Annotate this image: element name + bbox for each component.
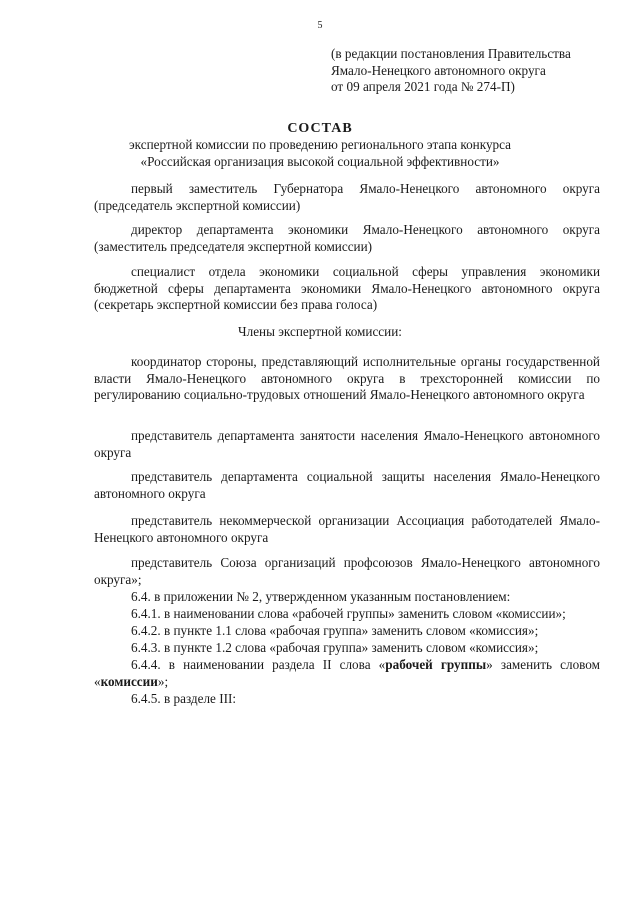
- amendment-item: 6.4.3. в пункте 1.2 слова «рабочая группа» заменить словом «комиссия»;: [131, 640, 539, 655]
- revision-note-line: от 09 апреля 2021 года № 274-П): [331, 79, 515, 94]
- role-chairman: первый заместитель Губернатора Ямало-Ненецкого автономного округа (председатель экспертной комиссии): [94, 181, 600, 213]
- subtitle-line: экспертной комиссии по проведению регионального этапа конкурса: [128, 137, 512, 152]
- amendments-list: [94, 588, 600, 707]
- member-item: координатор стороны, представляющий исполнительные органы государственной власти Ямало-Ненецкого автономного округа в трехсторонней комиссии по регулированию социально-трудовых отношений Ямало-Ненецкого автономного округа: [94, 354, 600, 402]
- member-item: представитель некоммерческой организации Ассоциация работодателей Ямало-Ненецкого автономного округа: [94, 513, 600, 545]
- amendment-bold-text: комиссии: [100, 674, 158, 689]
- revision-note-line: (в редакции постановления Правительства: [331, 46, 571, 61]
- amendment-text: 6.4.4. в наименовании раздела II слова «: [131, 657, 386, 672]
- page-number: 5: [317, 20, 323, 31]
- amendment-item: 6.4.5. в разделе III:: [131, 691, 237, 706]
- amendment-item: 6.4. в приложении № 2, утвержденном указанным постановлением:: [131, 589, 511, 604]
- amendment-item: [94, 656, 600, 690]
- revision-note-line: Ямало-Ненецкого автономного округа: [331, 62, 546, 78]
- member-item: представитель департамента занятости населения Ямало-Ненецкого автономного округа: [94, 428, 600, 460]
- amendment-item: 6.4.1. в наименовании слова «рабочей группы» заменить словом «комиссии»;: [131, 606, 566, 621]
- amendment-text: » заменить словом «: [94, 657, 600, 689]
- subtitle-line: «Российская организация высокой социальной эффективности»: [140, 153, 500, 169]
- revision-note: [331, 46, 571, 96]
- member-item: представитель Союза организаций профсоюзов Ямало-Ненецкого автономного округа»;: [94, 555, 600, 587]
- role-secretary: специалист отдела экономики социальной сферы управления экономики бюджетной сферы департамента экономики Ямало-Ненецкого автономного округа (секретарь экспертной комиссии без права голоса): [94, 264, 600, 312]
- amendment-text: »;: [157, 674, 169, 689]
- members-heading: Члены экспертной комиссии:: [238, 324, 402, 339]
- role-deputy-chairman: директор департамента экономики Ямало-Ненецкого автономного округа (заместитель председателя экспертной комиссии): [94, 222, 600, 254]
- member-item: представитель департамента социальной защиты населения Ямало-Ненецкого автономного округа: [94, 469, 600, 501]
- amendment-item: 6.4.2. в пункте 1.1 слова «рабочая группа» заменить словом «комиссия»;: [131, 623, 539, 638]
- amendment-bold-text: рабочей группы: [385, 657, 487, 672]
- document-subtitle: [0, 137, 640, 170]
- document-title: СОСТАВ: [287, 121, 353, 136]
